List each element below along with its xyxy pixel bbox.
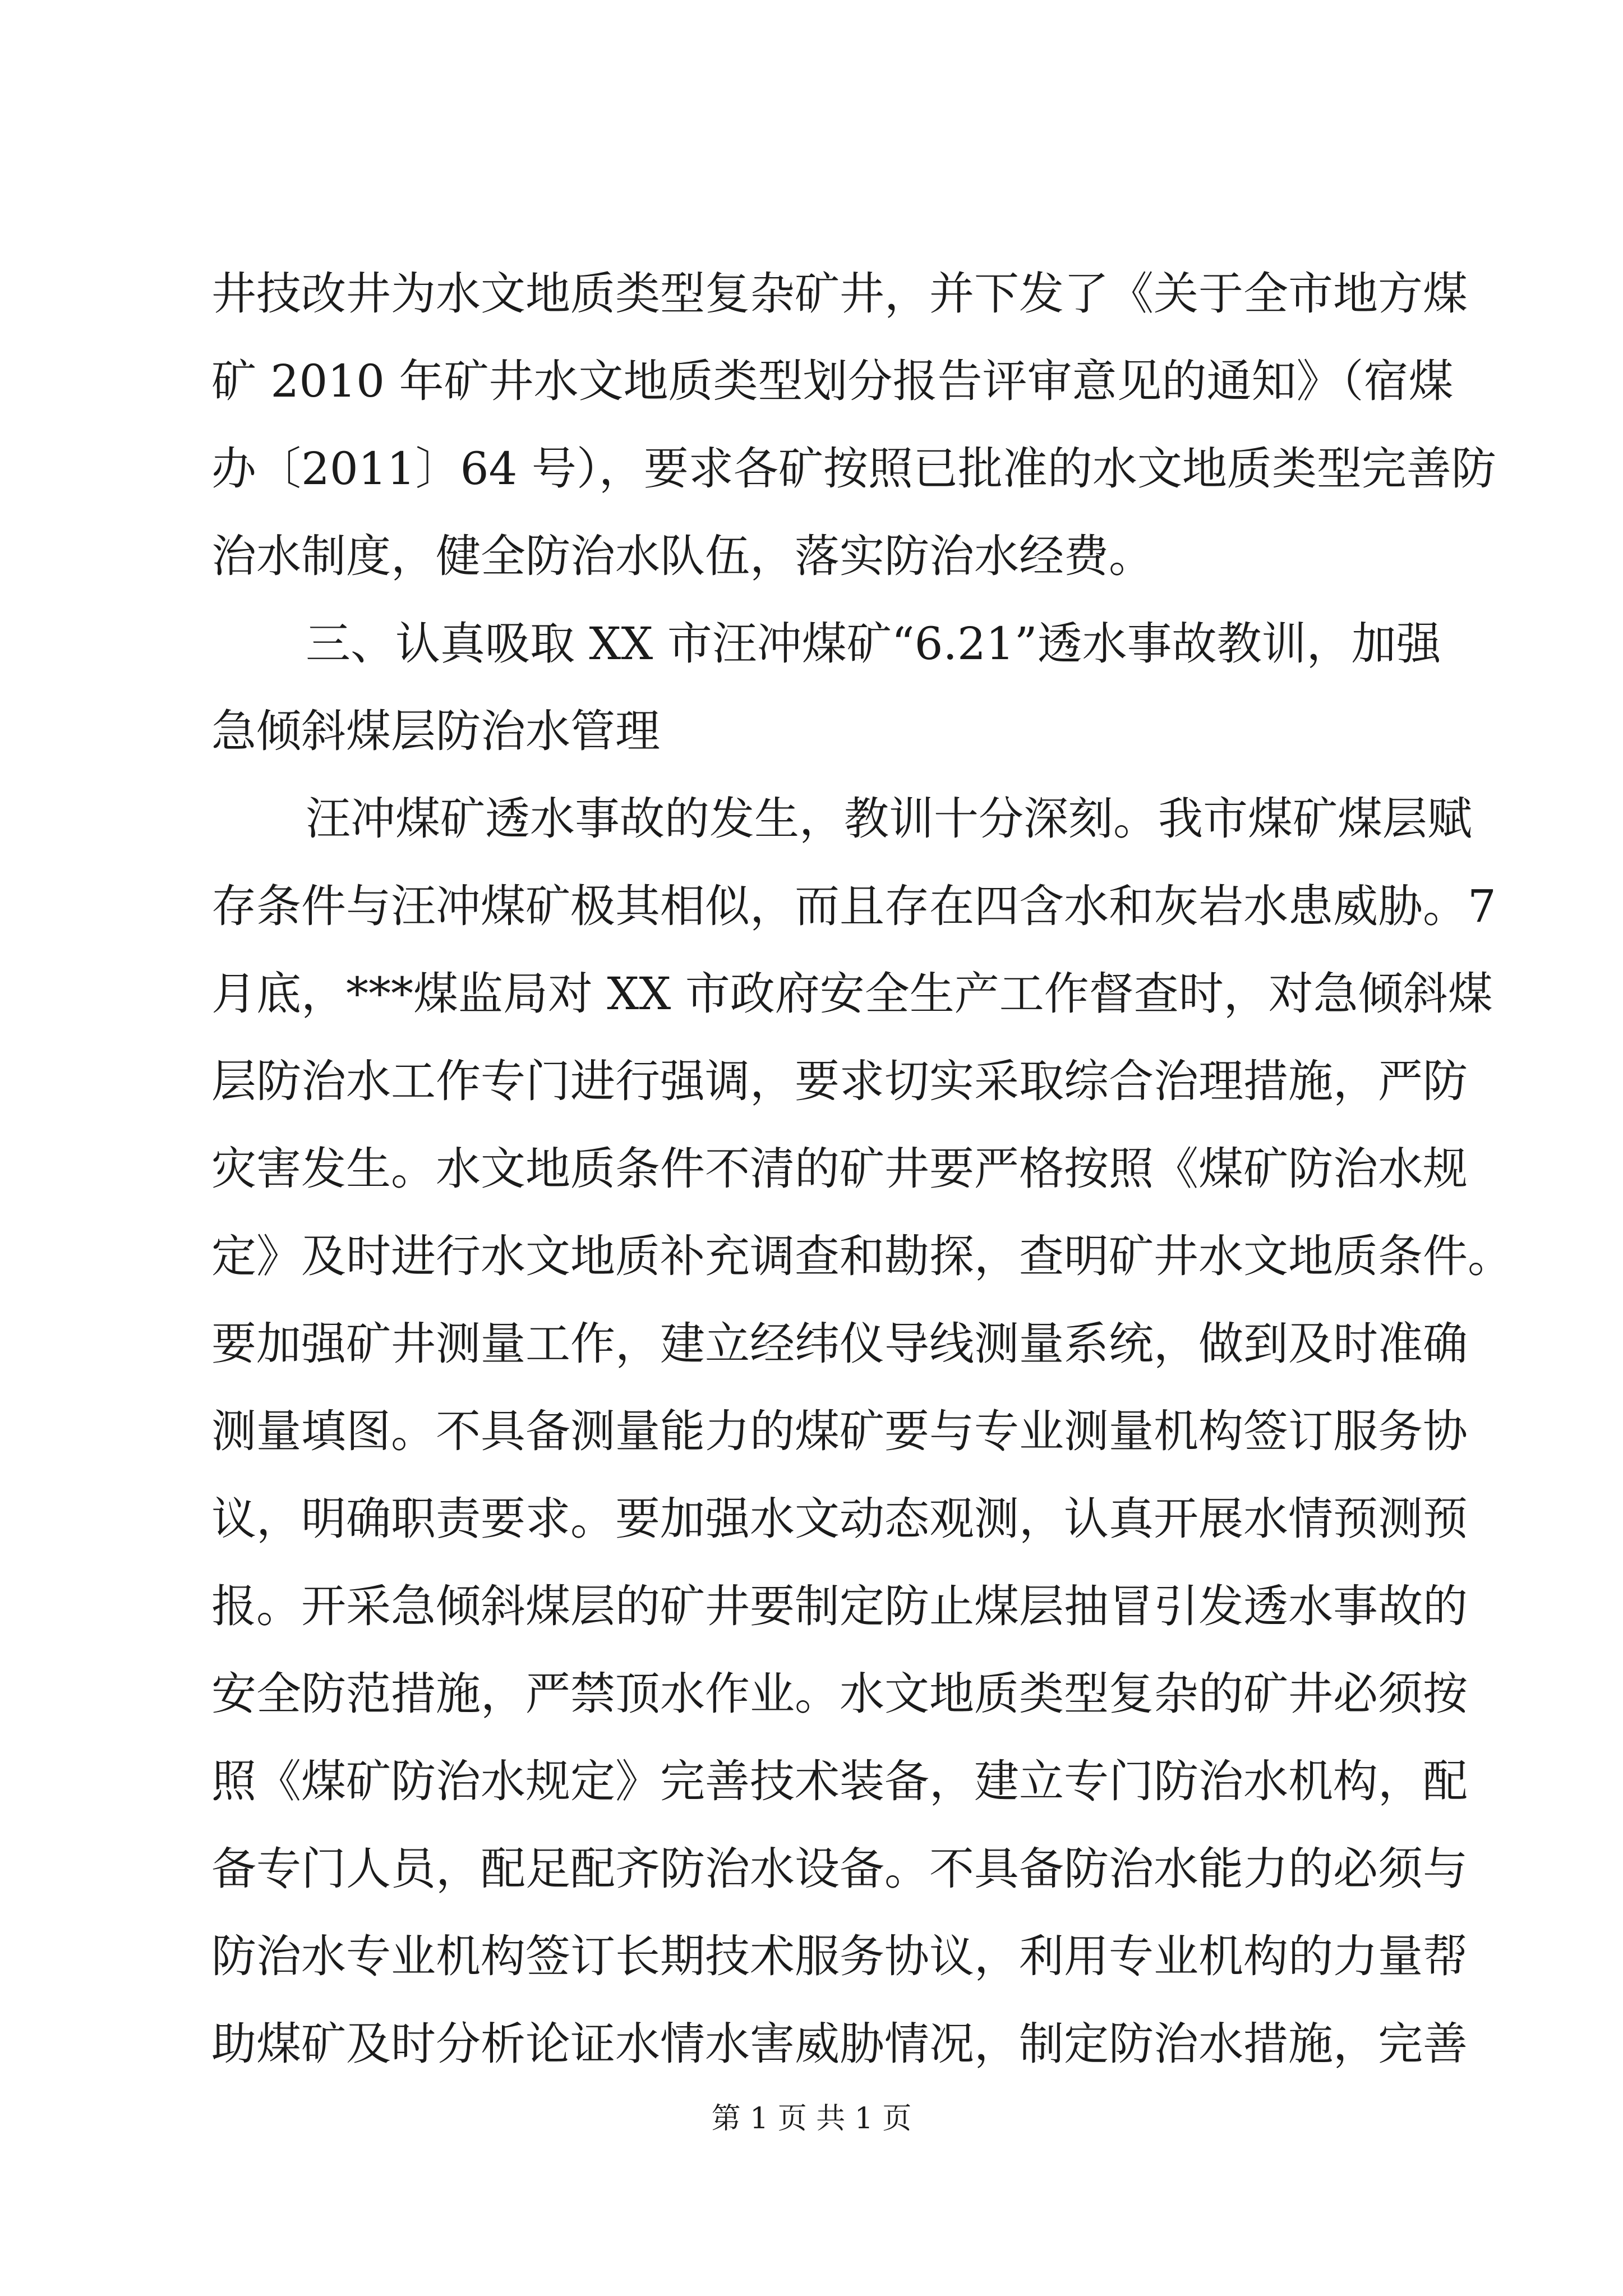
text-line: 要加强矿井测量工作，建立经纬仪导线测量系统，做到及时准确 — [211, 1318, 1468, 1370]
text-line: 定》及时进行水文地质补充调查和勘探，查明矿井水文地质条件。 — [211, 1230, 1513, 1282]
text-line: 治水制度，健全防治水队伍，落实防治水经费。 — [211, 530, 1154, 582]
text-line: 照《煤矿防治水规定》完善技术装备，建立专门防治水机构，配 — [211, 1755, 1468, 1807]
text-line: 矿 2010 年矿井水文地质类型划分报告评审意见的通知》（宿煤 — [211, 355, 1454, 407]
text-line: 报。开采急倾斜煤层的矿井要制定防止煤层抽冒引发透水事故的 — [211, 1580, 1468, 1632]
section-heading: 三、认真吸取 XX 市汪冲煤矿“6.21”透水事故教训，加强 — [306, 618, 1441, 670]
text-line: 测量填图。不具备测量能力的煤矿要与专业测量机构签订服务协 — [211, 1405, 1468, 1457]
text-line: 备专门人员，配足配齐防治水设备。不具备防治水能力的必须与 — [211, 1843, 1468, 1895]
text-line: 办〔2011〕64 号），要求各矿按照已批准的水文地质类型完善防 — [211, 443, 1496, 495]
text-line: 防治水专业机构签订长期技术服务协议，利用专业机构的力量帮 — [211, 1930, 1468, 1982]
section-heading-continued: 急倾斜煤层防治水管理 — [211, 705, 660, 757]
text-line: 汪冲煤矿透水事故的发生，教训十分深刻。我市煤矿煤层赋 — [306, 793, 1472, 845]
text-line: 助煤矿及时分析论证水情水害威胁情况，制定防治水措施，完善 — [211, 2018, 1468, 2070]
text-line: 议，明确职责要求。要加强水文动态观测，认真开展水情预测预 — [211, 1493, 1468, 1545]
text-line: 灾害发生。水文地质条件不清的矿井要严格按照《煤矿防治水规 — [211, 1143, 1468, 1195]
text-line: 存条件与汪冲煤矿极其相似，而且存在四含水和灰岩水患威胁。7 — [211, 880, 1496, 932]
text-line: 层防治水工作专门进行强调，要求切实采取综合治理措施，严防 — [211, 1055, 1468, 1107]
page-number-footer: 第 1 页 共 1 页 — [711, 2102, 912, 2136]
text-line: 安全防范措施，严禁顶水作业。水文地质类型复杂的矿井必须按 — [211, 1668, 1468, 1720]
text-line: 井技改井为水文地质类型复杂矿井，并下发了《关于全市地方煤 — [211, 268, 1468, 320]
text-line: 月底，***煤监局对 XX 市政府安全生产工作督查时，对急倾斜煤 — [211, 968, 1493, 1020]
